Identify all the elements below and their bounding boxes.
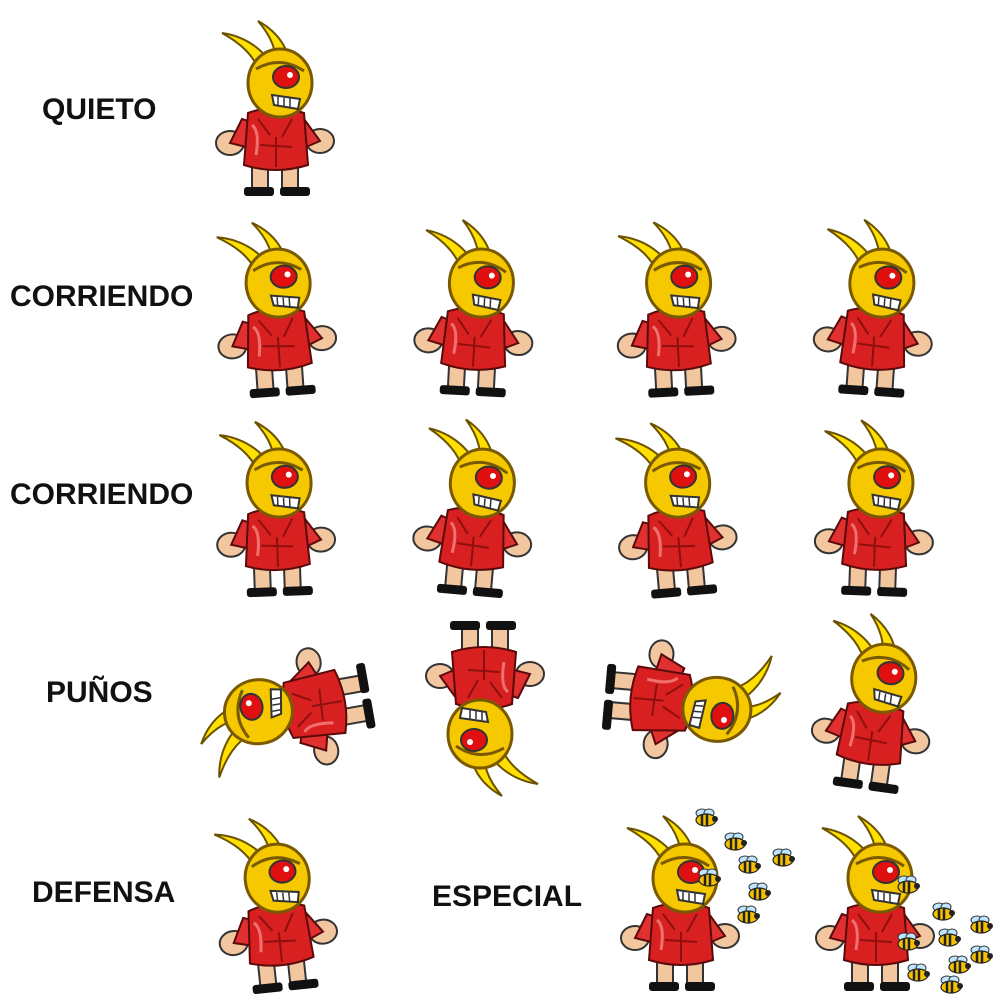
bee-fighter-icon [205, 612, 365, 802]
bee-icon [696, 868, 722, 888]
bee-fighter-icon [800, 215, 960, 405]
row-label-punos: PUÑOS [46, 676, 153, 709]
frame-corriendo-b-3 [600, 415, 760, 605]
bee-icon [946, 955, 972, 975]
row-label-corriendo-1: CORRIENDO [10, 280, 194, 313]
bee-fighter-icon [200, 810, 360, 1000]
bee-icon [746, 882, 772, 902]
row-label-corriendo-2: CORRIENDO [10, 478, 194, 511]
bee-icon [905, 963, 931, 983]
frame-corriendo-b-4 [800, 415, 960, 605]
bee-fighter-icon [400, 215, 560, 405]
row-label-especial: ESPECIAL [432, 880, 583, 913]
frame-punos-3 [610, 612, 770, 802]
frame-corriendo-a-2 [400, 215, 560, 405]
bee-icon [938, 975, 964, 995]
bee-icon [895, 875, 921, 895]
frame-defensa-1 [200, 810, 360, 1000]
bee-icon [770, 848, 796, 868]
bee-icon [895, 932, 921, 952]
bee-icon [930, 902, 956, 922]
bee-fighter-icon [200, 15, 360, 205]
row-label-defensa: DEFENSA [32, 876, 176, 909]
frame-corriendo-b-1 [200, 415, 360, 605]
bee-icon [735, 905, 761, 925]
frame-punos-2 [400, 612, 560, 802]
row-label-quieto: QUIETO [42, 93, 157, 126]
bee-fighter-icon [610, 612, 770, 802]
bee-fighter-icon [400, 415, 560, 605]
bee-fighter-icon [400, 612, 560, 802]
bee-fighter-icon [800, 415, 960, 605]
bee-fighter-icon [200, 215, 360, 405]
frame-punos-4 [800, 610, 960, 800]
frame-corriendo-a-3 [600, 215, 760, 405]
frame-punos-1 [205, 612, 365, 802]
bee-fighter-icon [800, 610, 960, 800]
frame-quieto-1 [200, 15, 360, 205]
frame-corriendo-a-4 [800, 215, 960, 405]
bee-icon [968, 915, 994, 935]
bee-icon [693, 808, 719, 828]
bee-icon [722, 832, 748, 852]
bee-fighter-icon [600, 415, 760, 605]
frame-corriendo-b-2 [400, 415, 560, 605]
bee-fighter-icon [200, 415, 360, 605]
bee-icon [736, 855, 762, 875]
bee-fighter-icon [600, 215, 760, 405]
bee-icon [936, 928, 962, 948]
frame-corriendo-a-1 [200, 215, 360, 405]
